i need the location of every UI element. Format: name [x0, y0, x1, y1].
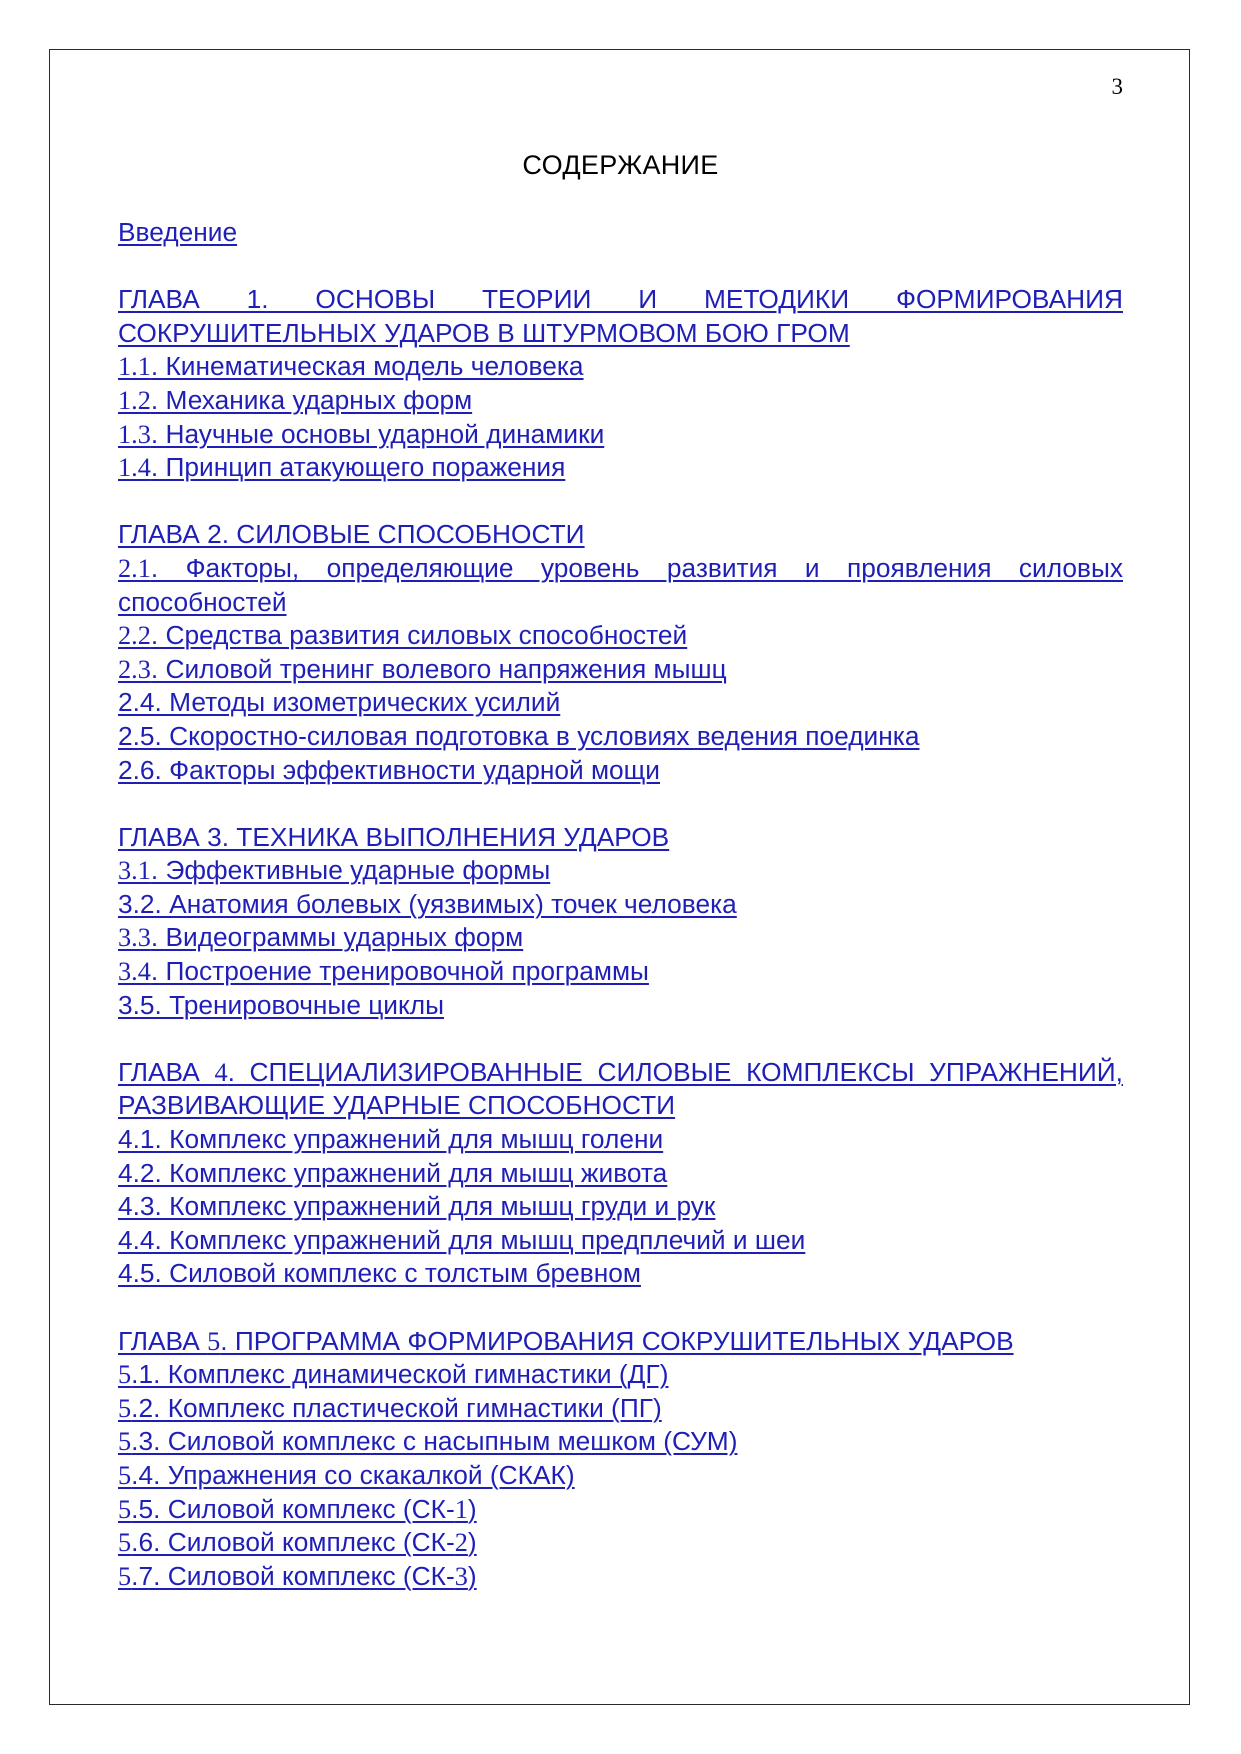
page-number: 3: [1111, 74, 1123, 99]
toc-item-3-1: [118, 854, 1123, 888]
toc-item-5-4: [118, 1459, 1123, 1493]
toc-link-1-1[interactable]: 1.1. Кинематическая модель человека: [118, 351, 584, 382]
toc-item-4-4: [118, 1224, 1123, 1258]
toc-link-2-6[interactable]: 2.6. Факторы эффективности ударной мощи: [118, 754, 660, 785]
toc-item-4-3: [118, 1190, 1123, 1224]
toc-chapter-3: [118, 821, 1123, 855]
toc-link-2-4[interactable]: 2.4. Методы изометрических усилий: [118, 687, 561, 718]
toc-item-3-5: [118, 989, 1123, 1023]
toc-item-5-1: [118, 1358, 1123, 1392]
toc-link-intro[interactable]: Введение: [118, 217, 238, 247]
toc-link-5-7[interactable]: 5.7. Силовой комплекс (СК-3): [118, 1560, 477, 1591]
page-title: СОДЕРЖАНИЕ: [522, 150, 719, 180]
toc-link-5-3[interactable]: 5.3. Силовой комплекс с насыпным мешком (СУМ): [118, 1426, 738, 1457]
toc-item-4-5: [118, 1257, 1123, 1291]
toc-item-2-4: [118, 686, 1123, 720]
toc-link-5-1[interactable]: 5.1. Комплекс динамической гимнастики (ДГ): [118, 1359, 669, 1390]
toc-chapter-2: [118, 518, 1123, 552]
toc-item-3-4: [118, 955, 1123, 989]
toc-link-3-4[interactable]: 3.4. Построение тренировочной программы: [118, 956, 649, 987]
toc-item-5-7: [118, 1560, 1123, 1594]
toc-link-1-4[interactable]: 1.4. Принцип атакующего поражения: [118, 452, 566, 483]
toc-link-chapter-2[interactable]: ГЛАВА 2. СИЛОВЫЕ СПОСОБНОСТИ: [118, 519, 585, 550]
toc-link-3-1[interactable]: 3.1. Эффективные ударные формы: [118, 855, 551, 886]
toc-link-5-4[interactable]: 5.4. Упражнения со скакалкой (СКАК): [118, 1459, 575, 1490]
toc-chapter-1: [118, 283, 1123, 350]
toc-link-3-3[interactable]: 3.3. Видеограммы ударных форм: [118, 922, 524, 953]
toc-link-chapter-5[interactable]: ГЛАВА 5. ПРОГРАММА ФОРМИРОВАНИЯ СОКРУШИТЕЛЬНЫХ УДАРОВ: [118, 1325, 1014, 1356]
toc-link-2-3[interactable]: 2.3. Силовой тренинг волевого напряжения мышц: [118, 653, 727, 684]
toc-item-2-2: [118, 619, 1123, 653]
toc-item-2-3: [118, 653, 1123, 687]
toc-link-2-1[interactable]: 2.1. Факторы, определяющие уровень развития и проявления силовых способностей: [118, 552, 1123, 617]
toc-item-5-6: [118, 1526, 1123, 1560]
toc-link-chapter-4[interactable]: ГЛАВА 4. СПЕЦИАЛИЗИРОВАННЫЕ СИЛОВЫЕ КОМПЛЕКСЫ УПРАЖНЕНИЙ, РАЗВИВАЮЩИЕ УДАРНЫЕ СПОСОБНОСТИ: [118, 1056, 1123, 1121]
toc-link-1-3[interactable]: 1.3. Научные основы ударной динамики: [118, 418, 605, 449]
toc-item-1-1: [118, 350, 1123, 384]
toc-item-1-2: [118, 384, 1123, 418]
toc-item-3-2: [118, 888, 1123, 922]
toc-item-2-1: [118, 552, 1123, 619]
toc-item-4-2: [118, 1157, 1123, 1191]
toc-link-3-2[interactable]: 3.2. Анатомия болевых (уязвимых) точек человека: [118, 888, 737, 919]
toc-item-5-2: [118, 1392, 1123, 1426]
toc-link-2-5[interactable]: 2.5. Скоростно-силовая подготовка в условиях ведения поединка: [118, 720, 920, 751]
table-of-contents: [118, 216, 1123, 1593]
toc-link-3-5[interactable]: 3.5. Тренировочные циклы: [118, 989, 445, 1020]
toc-link-4-2[interactable]: 4.2. Комплекс упражнений для мышц живота: [118, 1157, 668, 1188]
toc-chapter-4: [118, 1056, 1123, 1123]
toc-item-5-3: [118, 1425, 1123, 1459]
toc-link-4-5[interactable]: 4.5. Силовой комплекс с толстым бревном: [118, 1258, 641, 1289]
toc-item-2-6: [118, 754, 1123, 788]
toc-chapter-5: [118, 1325, 1123, 1359]
toc-link-4-1[interactable]: 4.1. Комплекс упражнений для мышц голени: [118, 1124, 664, 1155]
toc-link-5-2[interactable]: 5.2. Комплекс пластической гимнастики (ПГ): [118, 1392, 662, 1423]
toc-item-3-3: [118, 921, 1123, 955]
toc-link-1-2[interactable]: 1.2. Механика ударных форм: [118, 384, 473, 415]
toc-item-1-3: [118, 418, 1123, 452]
toc-link-chapter-1[interactable]: ГЛАВА 1. ОСНОВЫ ТЕОРИИ И МЕТОДИКИ ФОРМИРОВАНИЯ СОКРУШИТЕЛЬНЫХ УДАРОВ В ШТУРМОВОМ БОЮ ГРОМ: [118, 284, 1123, 348]
toc-link-5-6[interactable]: 5.6. Силовой комплекс (СК-2): [118, 1527, 477, 1558]
toc-item-1-4: [118, 451, 1123, 485]
toc-item-2-5: [118, 720, 1123, 754]
toc-intro: [118, 216, 1123, 250]
toc-link-5-5[interactable]: 5.5. Силовой комплекс (СК-1): [118, 1493, 477, 1524]
toc-link-4-3[interactable]: 4.3. Комплекс упражнений для мышц груди и рук: [118, 1191, 716, 1222]
toc-link-chapter-3[interactable]: ГЛАВА 3. ТЕХНИКА ВЫПОЛНЕНИЯ УДАРОВ: [118, 821, 670, 852]
toc-link-4-4[interactable]: 4.4. Комплекс упражнений для мышц предплечий и шеи: [118, 1224, 806, 1255]
toc-item-4-1: [118, 1123, 1123, 1157]
toc-link-2-2[interactable]: 2.2. Средства развития силовых способностей: [118, 620, 688, 651]
toc-item-5-5: [118, 1493, 1123, 1527]
